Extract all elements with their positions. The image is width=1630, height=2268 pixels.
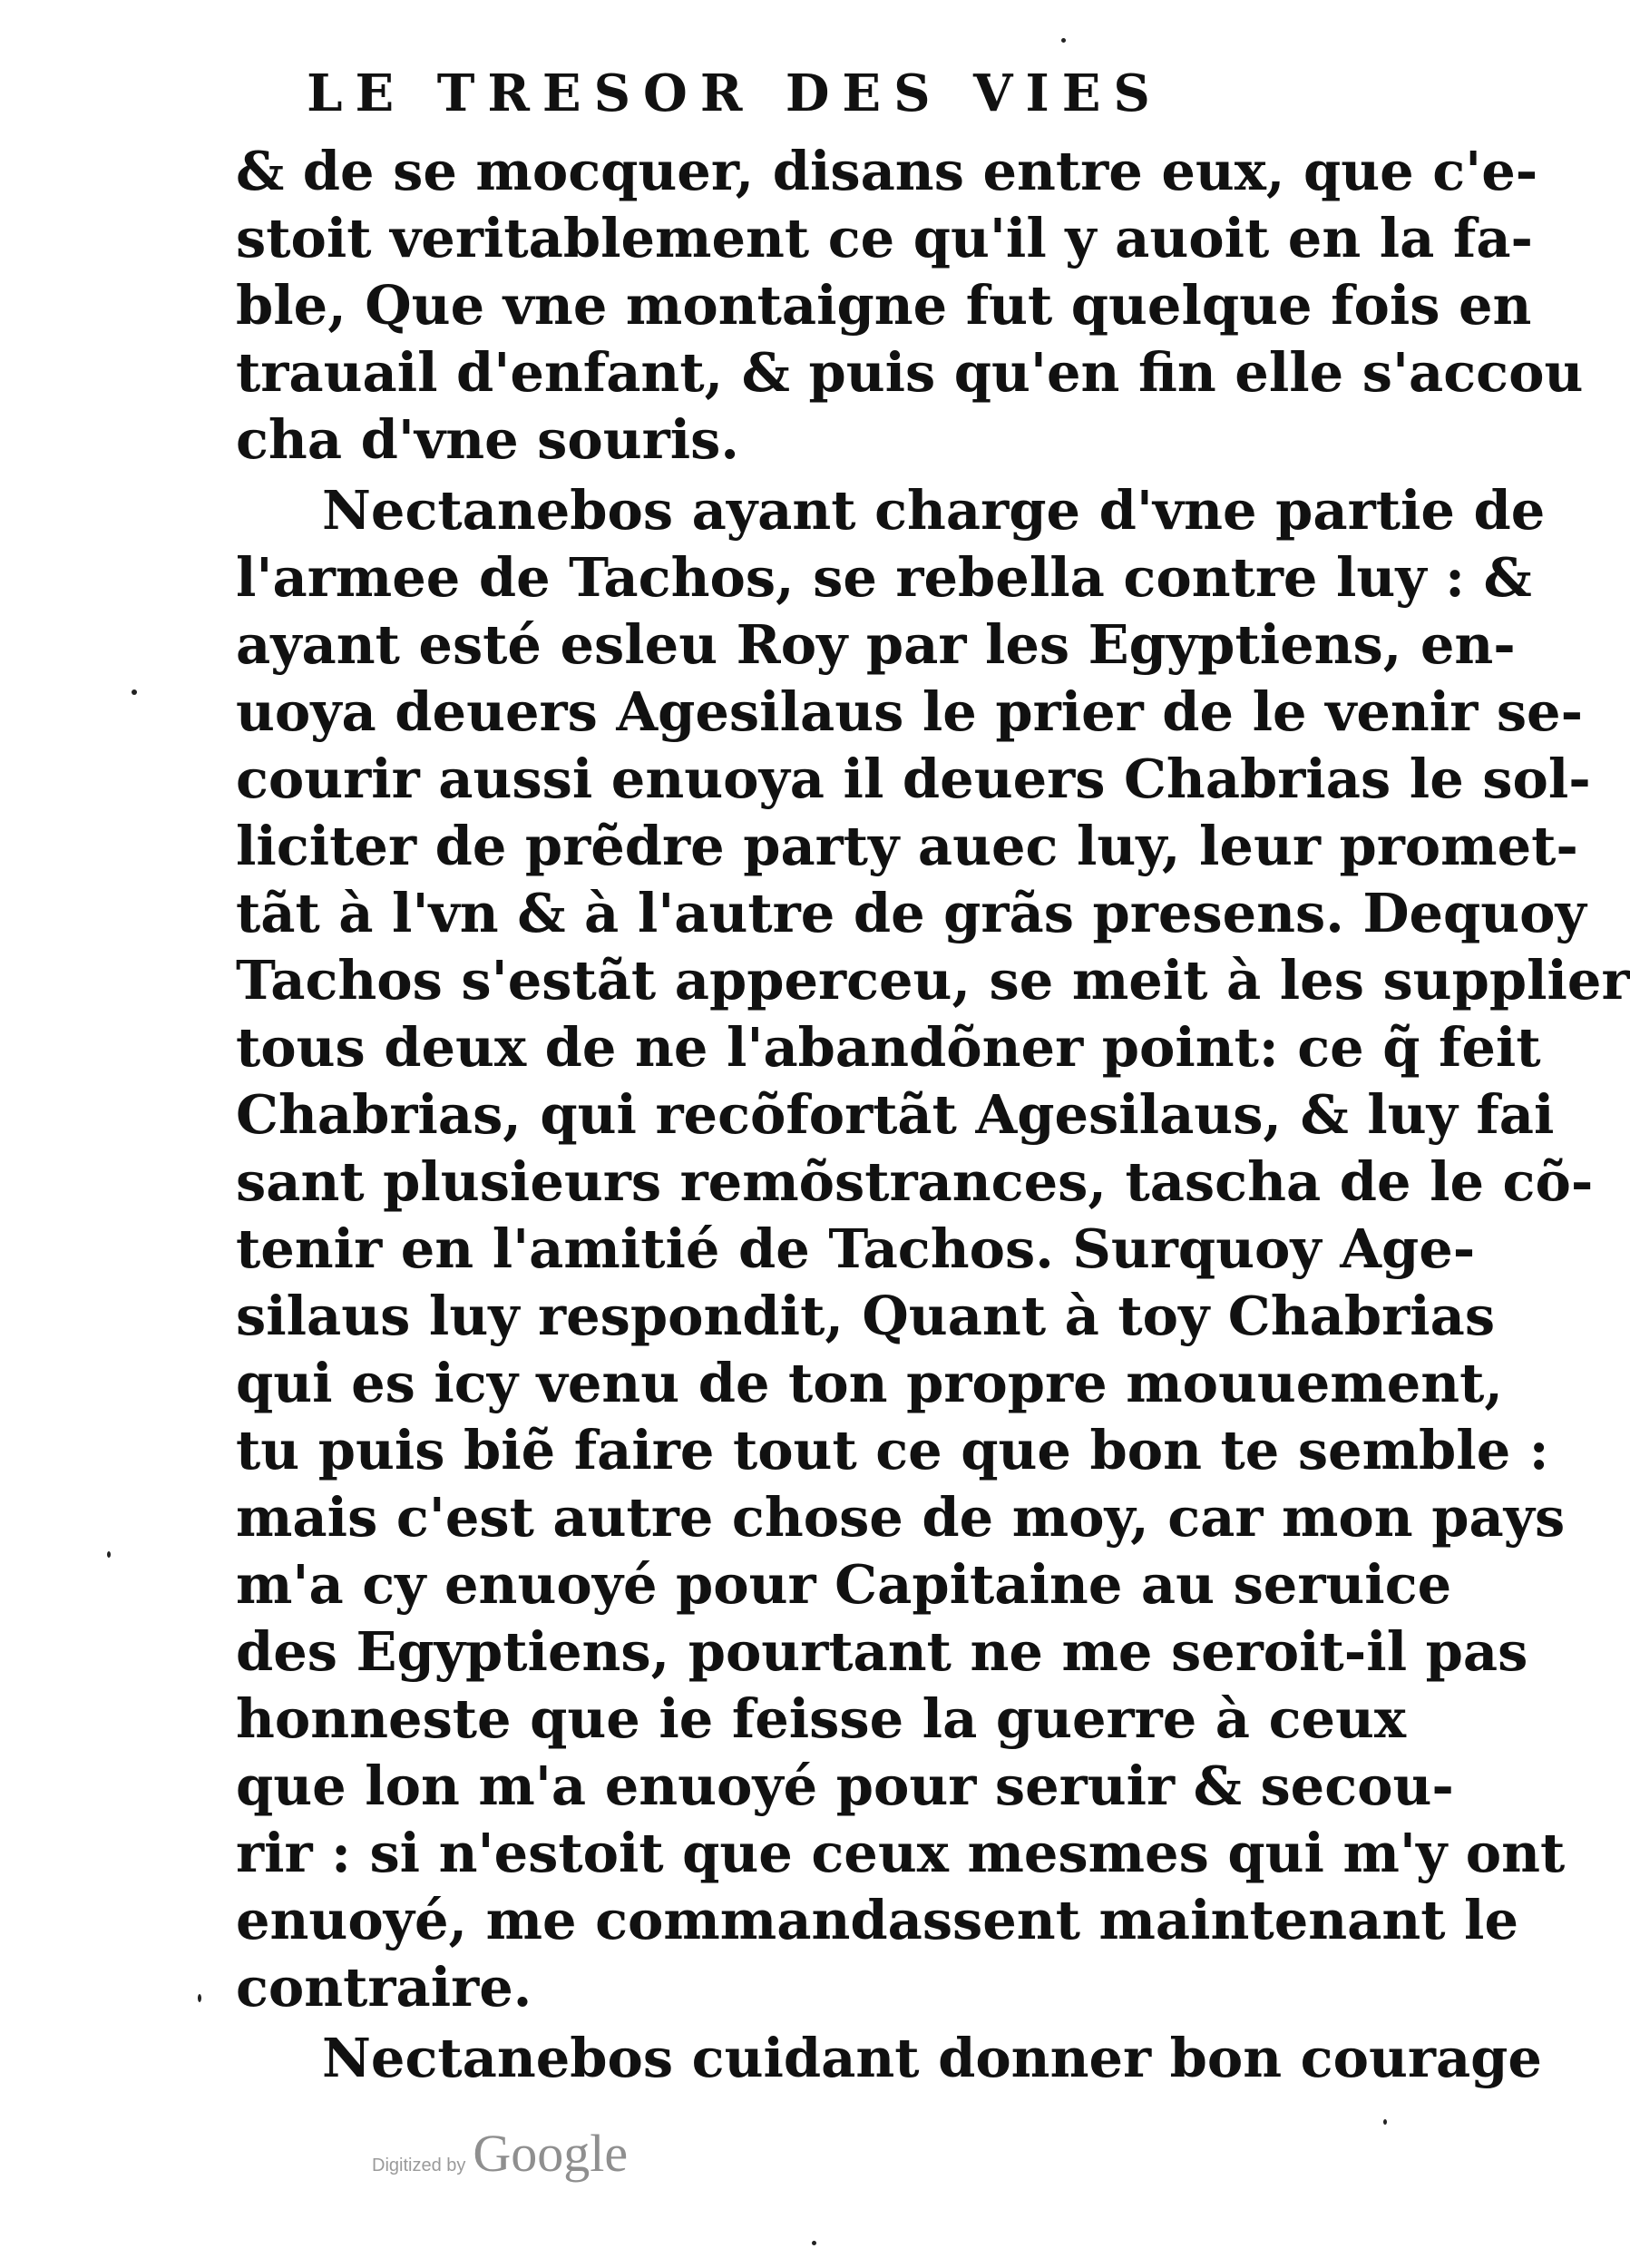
scan-speck [812,2241,816,2245]
scan-speck [132,689,137,695]
text-line: enuoyé, me commandassent maintenant le [236,1889,1519,1951]
text-line: & de se mocquer, disans entre eux, que c'e- [236,140,1538,202]
text-line: des Egyptiens, pourtant ne me seroit-il pas [236,1620,1528,1683]
running-title: LE TRESOR DES VIES [307,64,1163,123]
digitized-label: Digitized by [372,2156,466,2175]
scan-speck [1383,2119,1387,2125]
text-line: trauail d'enfant, & puis qu'en fin elle s'accou [236,341,1584,404]
text-line: courir aussi enuoya il deuers Chabrias le sol- [236,748,1591,810]
text-line: Tachos s'estãt apperceu, se meit à les supplier [236,949,1630,1012]
text-line: rir : si n'estoit que ceux mesmes qui m'y ont [236,1822,1566,1884]
scan-speck [1061,38,1066,43]
text-line: Nectanebos ayant charge d'vne partie de [322,479,1546,542]
text-line: uoya deuers Agesilaus le prier de le venir se- [236,680,1584,743]
text-line: liciter de prẽdre party auec luy, leur promet- [236,815,1578,877]
text-line: m'a cy enuoyé pour Capitaine au seruice [236,1553,1452,1616]
text-line: honneste que ie feisse la guerre à ceux [236,1687,1407,1750]
text-line: ayant esté esleu Roy par les Egyptiens, en- [236,613,1516,676]
body-text [236,138,1630,2092]
scan-speck [107,1551,111,1558]
text-line: qui es icy venu de ton propre mouuement, [236,1352,1503,1414]
scan-speck [198,1994,201,2002]
text-line: cha d'vne souris. [236,408,739,471]
text-line: ble, Que vne montaigne fut quelque fois en [236,274,1532,337]
text-line: silaus luy respondit, Quant à toy Chabrias [236,1285,1496,1347]
text-line: Nectanebos cuidant donner bon courage [322,2027,1542,2089]
text-line: stoit veritablement ce qu'il y auoit en la fa- [236,207,1534,269]
text-line: Chabrias, qui recõfortãt Agesilaus, & luy fai [236,1083,1555,1146]
google-wordmark: Google [473,2124,629,2183]
text-line: tãt à l'vn & à l'autre de grãs presens. Dequoy [236,882,1586,944]
text-line: contraire. [236,1956,532,2019]
text-line: l'armee de Tachos, se rebella contre luy : & [236,546,1532,609]
text-line: tenir en l'amitié de Tachos. Surquoy Age- [236,1217,1476,1280]
digitized-footer [372,2123,628,2184]
text-line: tu puis biẽ faire tout ce que bon te semble : [236,1419,1549,1481]
text-line: sant plusieurs remõstrances, tascha de le cõ- [236,1150,1594,1213]
text-line: que lon m'a enuoyé pour seruir & secou- [236,1755,1454,1817]
text-line: tous deux de ne l'abandõner point: ce q̃ feit [236,1016,1541,1079]
text-line: mais c'est autre chose de moy, car mon pays [236,1486,1566,1549]
